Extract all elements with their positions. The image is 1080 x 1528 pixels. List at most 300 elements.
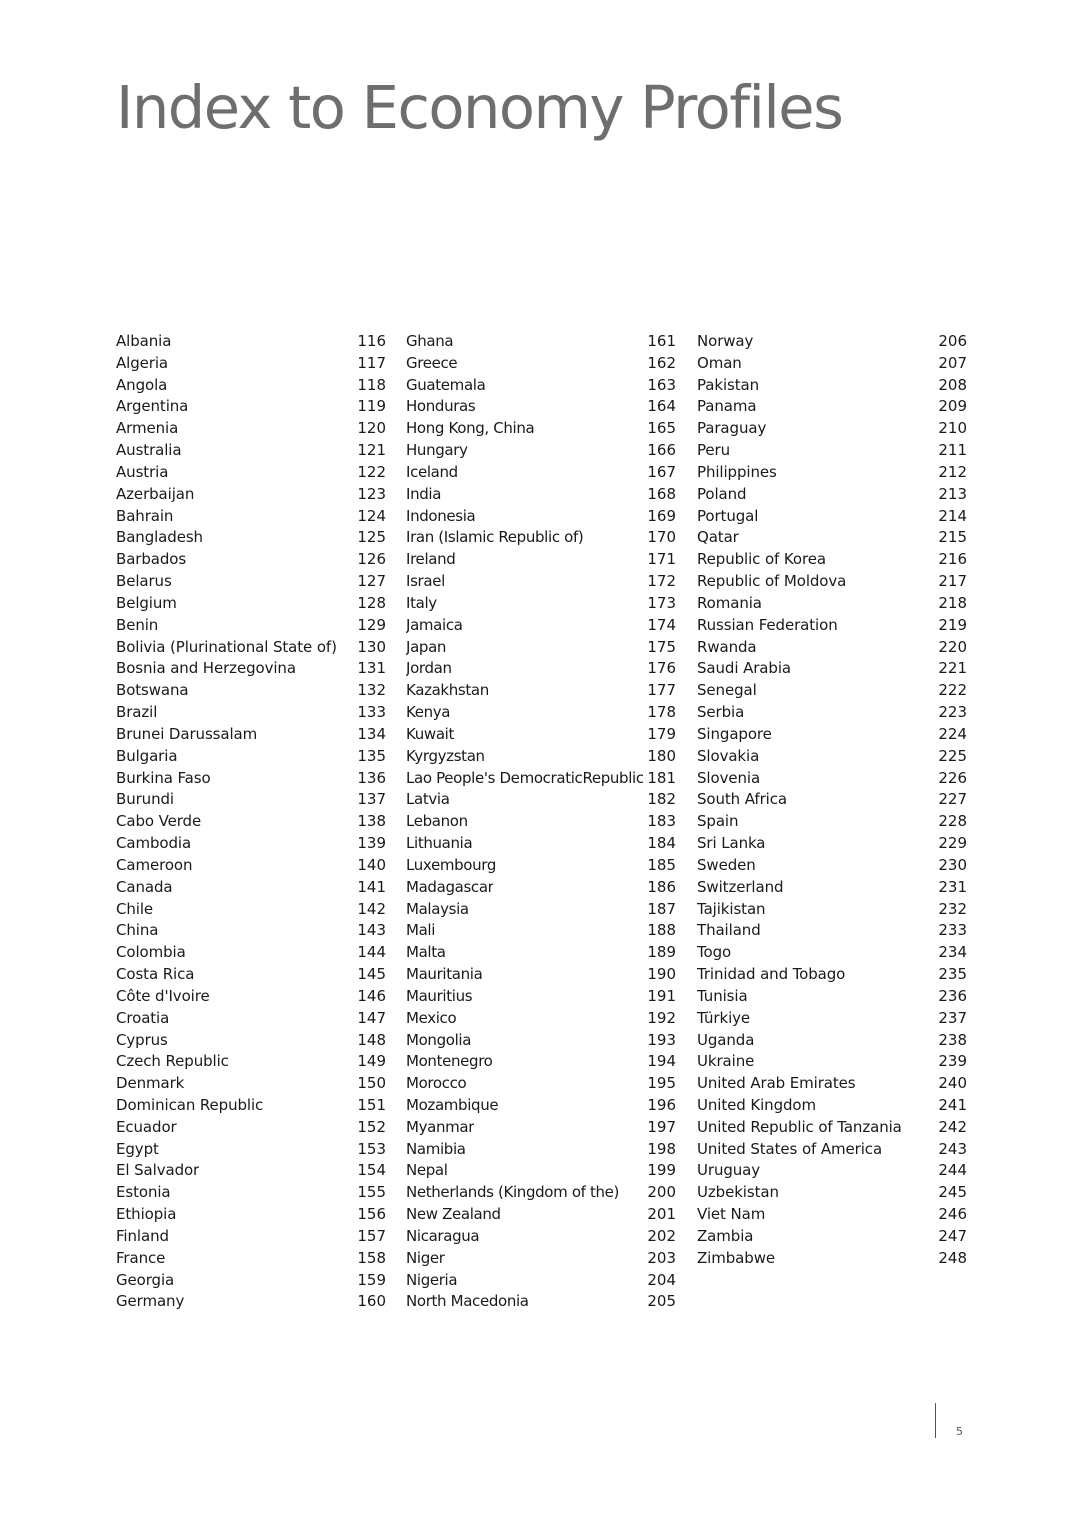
index-entry[interactable] (116, 593, 386, 615)
country-name: Ghana (406, 332, 454, 350)
country-name: Honduras (406, 397, 476, 416)
page-number: 246 (938, 1205, 967, 1224)
country-name: Slovenia (697, 768, 761, 787)
country-name: Malaysia (406, 899, 469, 918)
page-number: 206 (938, 332, 967, 350)
index-entry[interactable] (406, 1051, 676, 1073)
country-name: Luxembourg (406, 855, 496, 874)
country-name: Thailand (697, 921, 761, 940)
index-entry[interactable] (116, 724, 386, 746)
index-entry[interactable] (116, 1160, 386, 1182)
index-entry[interactable] (116, 833, 386, 855)
index-entry[interactable] (697, 1008, 967, 1030)
page-number: 243 (938, 1139, 967, 1158)
country-name: Rwanda (697, 637, 757, 656)
page-number: 138 (357, 812, 386, 831)
index-entry[interactable] (697, 440, 967, 462)
index-entry[interactable] (406, 855, 676, 877)
index-entry[interactable] (116, 964, 386, 986)
country-name: Croatia (116, 1008, 170, 1027)
page-number: 212 (938, 462, 967, 481)
index-entry[interactable] (697, 1160, 967, 1182)
index-entry[interactable] (697, 1204, 967, 1226)
index-entry[interactable] (116, 331, 386, 353)
country-name: Bangladesh (116, 528, 203, 547)
country-name: Dominican Republic (116, 1095, 264, 1114)
index-entry[interactable] (406, 768, 676, 790)
index-entry[interactable] (406, 1030, 676, 1052)
page-number: 193 (647, 1030, 676, 1049)
page-number: 241 (938, 1095, 967, 1114)
country-name: Republic of Korea (697, 550, 826, 569)
country-name: Cameroon (116, 855, 193, 874)
index-entry[interactable] (697, 1139, 967, 1161)
country-name: Algeria (116, 353, 169, 372)
country-name: Hong Kong, China (406, 419, 535, 438)
country-name: Burundi (116, 790, 174, 809)
index-entry[interactable] (116, 1139, 386, 1161)
page-number: 196 (647, 1095, 676, 1114)
index-entry[interactable] (406, 1160, 676, 1182)
index-entry[interactable] (406, 833, 676, 855)
index-entry[interactable] (116, 1182, 386, 1204)
index-entry[interactable] (406, 418, 676, 440)
index-entry[interactable] (697, 549, 967, 571)
page-number: 173 (647, 593, 676, 612)
country-name: Angola (116, 375, 168, 394)
index-entry[interactable] (406, 1182, 676, 1204)
country-name: Pakistan (697, 375, 760, 394)
country-name: France (116, 1248, 166, 1267)
index-column-1 (116, 331, 386, 1313)
page-number: 156 (357, 1205, 386, 1224)
page-number: 248 (938, 1248, 967, 1267)
country-name: Senegal (697, 681, 757, 700)
country-name: Poland (697, 484, 747, 503)
index-entry[interactable] (406, 877, 676, 899)
page-number: 123 (357, 484, 386, 503)
country-name: United Kingdom (697, 1095, 816, 1114)
country-name: Costa Rica (116, 965, 195, 984)
page-number: 214 (938, 506, 967, 525)
index-entry[interactable] (697, 768, 967, 790)
page-number: 220 (938, 637, 967, 656)
index-entry[interactable] (406, 440, 676, 462)
country-name: Qatar (697, 528, 739, 547)
index-entry[interactable] (697, 637, 967, 659)
index-entry[interactable] (116, 637, 386, 659)
country-name: Republic of Moldova (697, 572, 847, 591)
index-entry[interactable] (406, 811, 676, 833)
country-name: Oman (697, 353, 742, 372)
page-number: 175 (647, 637, 676, 656)
index-entry[interactable] (406, 1008, 676, 1030)
index-entry[interactable] (697, 593, 967, 615)
index-entry[interactable] (116, 942, 386, 964)
page-number: 166 (647, 441, 676, 460)
index-entry[interactable] (697, 1051, 967, 1073)
index-entry[interactable] (697, 942, 967, 964)
footer-page-number: 5 (956, 1425, 963, 1438)
index-entry[interactable] (406, 724, 676, 746)
index-entry[interactable] (116, 353, 386, 375)
country-name: Slovakia (697, 746, 760, 765)
page-number: 132 (357, 681, 386, 700)
page-number: 225 (938, 746, 967, 765)
page-number: 170 (647, 528, 676, 547)
index-entry[interactable] (406, 1226, 676, 1248)
index-entry[interactable] (697, 1073, 967, 1095)
page-number: 205 (647, 1292, 676, 1311)
page-number: 182 (647, 790, 676, 809)
page-number: 121 (357, 441, 386, 460)
index-entry[interactable] (697, 615, 967, 637)
index-entry[interactable] (116, 920, 386, 942)
index-entry[interactable] (406, 1073, 676, 1095)
index-entry[interactable] (697, 527, 967, 549)
index-entry[interactable] (406, 637, 676, 659)
page-number: 171 (647, 550, 676, 569)
page-number: 162 (647, 353, 676, 372)
country-name: Viet Nam (697, 1205, 766, 1224)
index-entry[interactable] (116, 375, 386, 397)
page-number: 207 (938, 353, 967, 372)
index-entry[interactable] (406, 964, 676, 986)
country-name: Barbados (116, 550, 187, 569)
index-entry[interactable] (116, 768, 386, 790)
country-name: Denmark (116, 1074, 185, 1093)
index-entry[interactable] (116, 396, 386, 418)
page-number: 131 (357, 659, 386, 678)
page-number: 201 (647, 1205, 676, 1224)
country-name: Zimbabwe (697, 1248, 775, 1267)
index-entry[interactable] (697, 658, 967, 680)
index-entry[interactable] (697, 1117, 967, 1139)
country-name: Jamaica (406, 615, 463, 634)
page-number: 223 (938, 703, 967, 722)
country-name: Cambodia (116, 834, 192, 853)
index-entry[interactable] (116, 658, 386, 680)
country-name: Peru (697, 441, 731, 460)
country-name: Bolivia (Plurinational State of) (116, 637, 337, 656)
page-number: 213 (938, 484, 967, 503)
page-number: 178 (647, 703, 676, 722)
index-entry[interactable] (116, 702, 386, 724)
index-entry[interactable] (406, 615, 676, 637)
country-name: Singapore (697, 724, 772, 743)
index-entry[interactable] (406, 1204, 676, 1226)
page-number: 180 (647, 746, 676, 765)
index-entry[interactable] (406, 1139, 676, 1161)
country-name: Belgium (116, 593, 177, 612)
country-name: Botswana (116, 681, 189, 700)
index-entry[interactable] (697, 899, 967, 921)
page-number: 237 (938, 1008, 967, 1027)
page-number: 208 (938, 375, 967, 394)
country-name: Nepal (406, 1161, 448, 1180)
index-entry[interactable] (406, 527, 676, 549)
index-entry[interactable] (116, 1204, 386, 1226)
page-number: 167 (647, 462, 676, 481)
index-entry[interactable] (697, 1030, 967, 1052)
country-name: Mozambique (406, 1095, 499, 1114)
page-number: 172 (647, 572, 676, 591)
index-entry[interactable] (406, 1095, 676, 1117)
page-number: 146 (357, 986, 386, 1005)
index-entry[interactable] (697, 746, 967, 768)
index-entry[interactable] (406, 658, 676, 680)
index-entry[interactable] (697, 396, 967, 418)
country-name: Georgia (116, 1270, 175, 1289)
country-name: Kenya (406, 703, 451, 722)
country-name: New Zealand (406, 1205, 501, 1224)
country-name: Greece (406, 353, 458, 372)
index-entry[interactable] (697, 506, 967, 528)
index-entry[interactable] (406, 789, 676, 811)
index-entry[interactable] (697, 877, 967, 899)
country-name: Ecuador (116, 1117, 177, 1136)
country-name: Australia (116, 441, 182, 460)
country-name: Niger (406, 1248, 445, 1267)
country-name: Albania (116, 332, 172, 350)
country-name: Uzbekistan (697, 1183, 779, 1202)
country-name: Sweden (697, 855, 756, 874)
index-entry[interactable] (406, 375, 676, 397)
index-entry[interactable] (116, 440, 386, 462)
country-name: Germany (116, 1292, 185, 1311)
index-entry[interactable] (116, 1030, 386, 1052)
page-number: 116 (357, 332, 386, 350)
country-name: Brunei Darussalam (116, 724, 258, 743)
index-entry[interactable] (697, 1226, 967, 1248)
index-entry[interactable] (116, 1291, 386, 1313)
index-entry[interactable] (406, 1270, 676, 1292)
country-name: Mali (406, 921, 436, 940)
country-name: Paraguay (697, 419, 767, 438)
index-entry[interactable] (697, 680, 967, 702)
country-name: China (116, 921, 159, 940)
index-entry[interactable] (116, 855, 386, 877)
country-name: Finland (116, 1226, 169, 1245)
index-entry[interactable] (116, 1095, 386, 1117)
index-entry[interactable] (406, 746, 676, 768)
index-entry[interactable] (116, 506, 386, 528)
index-entry[interactable] (697, 353, 967, 375)
page-number: 200 (647, 1183, 676, 1202)
index-entry[interactable] (697, 571, 967, 593)
country-name: Côte d'Ivoire (116, 986, 210, 1005)
index-entry[interactable] (406, 462, 676, 484)
index-entry[interactable] (116, 1051, 386, 1073)
country-name: Iceland (406, 462, 458, 481)
page-title: Index to Economy Profiles (116, 73, 843, 142)
page-number: 218 (938, 593, 967, 612)
index-entry[interactable] (697, 986, 967, 1008)
index-entry[interactable] (406, 396, 676, 418)
index-entry[interactable] (116, 877, 386, 899)
index-entry[interactable] (406, 549, 676, 571)
index-entry[interactable] (116, 789, 386, 811)
index-entry[interactable] (116, 1117, 386, 1139)
page-number: 128 (357, 593, 386, 612)
index-entry[interactable] (697, 462, 967, 484)
page-number: 144 (357, 943, 386, 962)
index-entry[interactable] (116, 680, 386, 702)
country-name: Lao People's DemocraticRepublic (406, 768, 644, 787)
country-name: Serbia (697, 703, 745, 722)
page-number: 216 (938, 550, 967, 569)
page-number: 215 (938, 528, 967, 547)
index-entry[interactable] (406, 1248, 676, 1270)
index-entry[interactable] (697, 833, 967, 855)
page-number: 145 (357, 965, 386, 984)
page-number: 194 (647, 1052, 676, 1071)
country-name: Hungary (406, 441, 468, 460)
index-entry[interactable] (697, 811, 967, 833)
page-number: 234 (938, 943, 967, 962)
index-entry[interactable] (116, 811, 386, 833)
index-entry[interactable] (697, 1248, 967, 1270)
country-name: Colombia (116, 943, 186, 962)
page-number: 186 (647, 877, 676, 896)
country-name: Philippines (697, 462, 777, 481)
index-entry[interactable] (116, 549, 386, 571)
page-number: 163 (647, 375, 676, 394)
index-entry[interactable] (406, 899, 676, 921)
index-entry[interactable] (697, 418, 967, 440)
country-name: Guatemala (406, 375, 486, 394)
index-entry[interactable] (116, 462, 386, 484)
index-entry[interactable] (697, 702, 967, 724)
page-number: 217 (938, 572, 967, 591)
page-number: 118 (357, 375, 386, 394)
index-entry[interactable] (697, 724, 967, 746)
page-number: 202 (647, 1226, 676, 1245)
page-number: 150 (357, 1074, 386, 1093)
country-name: Norway (697, 332, 754, 350)
index-entry[interactable] (697, 1095, 967, 1117)
country-name: Cabo Verde (116, 812, 202, 831)
country-name: Italy (406, 593, 437, 612)
index-entry[interactable] (116, 484, 386, 506)
index-entry[interactable] (406, 680, 676, 702)
index-entry[interactable] (406, 920, 676, 942)
index-entry[interactable] (406, 353, 676, 375)
index-entry[interactable] (406, 1291, 676, 1313)
page-number: 191 (647, 986, 676, 1005)
index-entry[interactable] (697, 375, 967, 397)
country-name: Türkiye (697, 1008, 751, 1027)
index-entry[interactable] (697, 964, 967, 986)
index-entry[interactable] (697, 1182, 967, 1204)
page-number: 198 (647, 1139, 676, 1158)
country-name: Jordan (406, 659, 452, 678)
country-name: Malta (406, 943, 446, 962)
index-entry[interactable] (116, 899, 386, 921)
page-number: 187 (647, 899, 676, 918)
index-entry[interactable] (406, 986, 676, 1008)
index-entry[interactable] (116, 571, 386, 593)
country-name: Trinidad and Tobago (697, 965, 846, 984)
country-name: Saudi Arabia (697, 659, 791, 678)
index-entry[interactable] (697, 920, 967, 942)
index-entry[interactable] (116, 527, 386, 549)
index-entry[interactable] (697, 789, 967, 811)
page-number: 183 (647, 812, 676, 831)
page-number: 235 (938, 965, 967, 984)
country-name: El Salvador (116, 1161, 200, 1180)
index-entry[interactable] (116, 1008, 386, 1030)
country-name: Canada (116, 877, 173, 896)
page-number: 233 (938, 921, 967, 940)
country-name: Switzerland (697, 877, 784, 896)
page-number: 160 (357, 1292, 386, 1311)
page-number: 148 (357, 1030, 386, 1049)
page-number: 155 (357, 1183, 386, 1202)
page-number: 122 (357, 462, 386, 481)
index-entry[interactable] (406, 1117, 676, 1139)
page-number: 153 (357, 1139, 386, 1158)
country-name: Togo (697, 943, 732, 962)
index-entry[interactable] (116, 1073, 386, 1095)
page-number: 120 (357, 419, 386, 438)
country-name: India (406, 484, 442, 503)
index-entry[interactable] (406, 702, 676, 724)
page-number: 189 (647, 943, 676, 962)
page-number: 149 (357, 1052, 386, 1071)
country-name: Mongolia (406, 1030, 472, 1049)
index-entry[interactable] (406, 506, 676, 528)
index-entry[interactable] (697, 855, 967, 877)
country-name: Argentina (116, 397, 189, 416)
page-number: 179 (647, 724, 676, 743)
page-number: 239 (938, 1052, 967, 1071)
index-entry[interactable] (697, 331, 967, 353)
index-entry[interactable] (116, 986, 386, 1008)
index-entry[interactable] (116, 1226, 386, 1248)
index-entry[interactable] (406, 571, 676, 593)
page-number: 174 (647, 615, 676, 634)
page-number: 164 (647, 397, 676, 416)
country-name: Armenia (116, 419, 179, 438)
country-name: Czech Republic (116, 1052, 229, 1071)
page-number: 229 (938, 834, 967, 853)
index-entry[interactable] (116, 1248, 386, 1270)
page-number: 195 (647, 1074, 676, 1093)
page-number: 184 (647, 834, 676, 853)
page-number: 135 (357, 746, 386, 765)
country-name: Iran (Islamic Republic of) (406, 528, 584, 547)
page-number: 228 (938, 812, 967, 831)
index-entry[interactable] (116, 1270, 386, 1292)
page-number: 133 (357, 703, 386, 722)
index-entry[interactable] (406, 331, 676, 353)
page-number: 236 (938, 986, 967, 1005)
page-number: 227 (938, 790, 967, 809)
index-entry[interactable] (406, 593, 676, 615)
index-entry[interactable] (116, 746, 386, 768)
page-number: 126 (357, 550, 386, 569)
page-number: 154 (357, 1161, 386, 1180)
page-number: 136 (357, 768, 386, 787)
index-entry[interactable] (406, 484, 676, 506)
country-name: Romania (697, 593, 762, 612)
index-entry[interactable] (116, 615, 386, 637)
index-entry[interactable] (406, 942, 676, 964)
index-column-3 (697, 331, 967, 1270)
index-entry[interactable] (116, 418, 386, 440)
index-entry[interactable] (697, 484, 967, 506)
